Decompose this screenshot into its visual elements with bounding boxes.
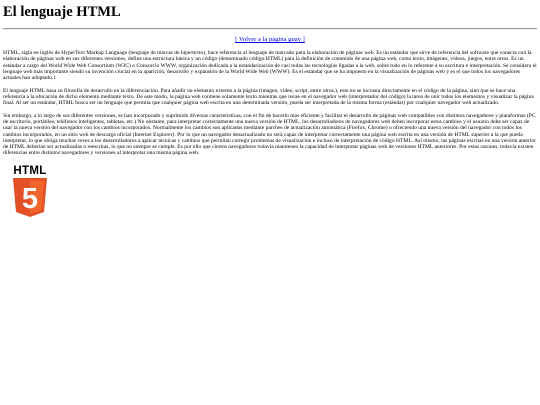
title-divider [3, 28, 537, 30]
html5-wordmark: HTML [13, 164, 47, 177]
html5-logo [11, 163, 49, 219]
paragraph-philosophy: El lenguaje HTML basa su filosofía de desarrollo en la diferenciación. Para añadir un elemento externo a la página (imagen, vídeo, script, entre otros.), este no se incrusta directamente en el código de la página, sino que se hace una referencia a la ubicación de dicho elemento mediante texto. De este modo, la página web contiene solamente texto mientras que recae en el navegador web (interpretador del código) la tarea de unir todos los elementos y visualizar la página final. Al ser un estándar, HTML busca ser un lenguaje que permita que cualquier página web escrita en una determinada versión, pueda ser interpretada de la misma forma (estándar) por cualquier navegador web actualizado. [3, 87, 534, 107]
back-link[interactable]: [ Volver a la página guay ] [235, 36, 305, 43]
paragraph-intro: HTML, sigla en inglés de HyperText Markup Language (lenguaje de marcas de hipertexto), hace referencia al lenguaje de marcado para la elaboración de páginas web. Es un estándar que sirve de referencia del software que conecta con la elaboración de páginas web en sus diferentes versiones, define una estructura básica y un código (denominado código HTML) para la definición de contenido de una página web, como texto, imágenes, videos, juegos, entre otros. Es un estándar a cargo del World Wide Web Consortium (W3C) o Consorcio WWW, organización dedicada a la estandarización de casi todas las tecnologías ligadas a la web, sobre todo en lo referente a su escritura e interpretación. Se considera el lenguaje web más importante siendo su invención crucial en la aparición, desarrollo y expansión de la World Wide Web (WWW). Es el estándar que se ha impuesto en la visualización de páginas web y es el que todos los navegadores actuales han adoptado.1 [3, 50, 537, 81]
paragraph-versions: Sin embargo, a lo largo de sus diferentes versiones, se han incorporado y suprimido diversas características, con el fin de hacerlo más eficiente y facilitar el desarrollo de páginas web compatibles con distintos navegadores y plataformas (PC de escritorio, portátiles, teléfonos inteligentes, tabletas, etc.) No obstante, para interpretar correctamente una nueva versión de HTML, los desarrolladores de navegadores web deben incorporar estos cambios y el usuario debe ser capaz de usar la nueva versión del navegador con los cambios incorporados. Normalmente los cambios son aplicados mediante parches de actualización automática (Firefox, Chrome) u ofreciendo una nueva versión del navegador con todos los cambios incorporados, en un sitio web de descarga oficial (Internet Explorer). Por lo que un navegador desactualizado no será capaz de interpretar correctamente una página web escrita en una versión de HTML superior a la que pueda interpretar, lo que obliga muchas veces a los desarrolladores a aplicar técnicas y cambios que permitan corregir problemas de visualización e incluso de interpretación de código HTML. Así mismo, las páginas escritas en una versión anterior de HTML deberían ser actualizadas o reescritas, lo que no siempre se cumple. Es por ello que ciertos navegadores todavía mantienen la capacidad de interpretar páginas web de versiones HTML anteriores. Por estas razones, todavía existen diferencias entre distintos navegadores y versiones al interpretar una misma página web. [3, 112, 537, 157]
nav-bar [3, 36, 537, 44]
html5-numeral: 5 [21, 182, 39, 215]
page-title: El lenguaje HTML [3, 4, 121, 20]
html5-logo-graphic [11, 163, 49, 219]
